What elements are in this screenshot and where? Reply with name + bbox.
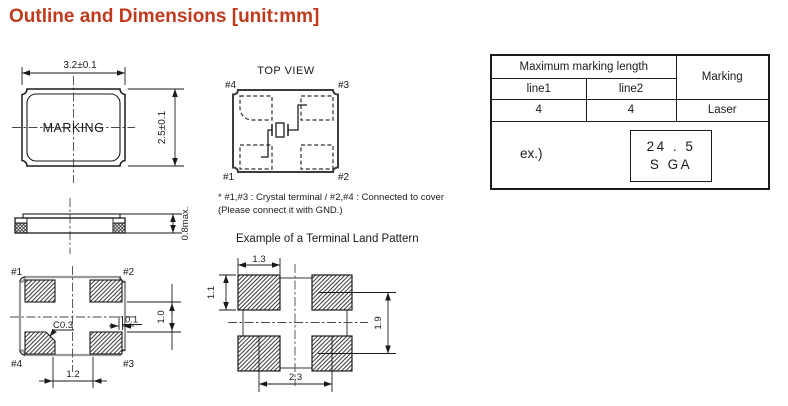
marking-example-line1: 24 . 5: [646, 138, 696, 154]
pin-label: #1: [11, 267, 23, 278]
pin-label: #4: [11, 359, 23, 370]
dim-height: [128, 89, 184, 166]
pin-label: #4: [225, 80, 237, 91]
pin-label: #3: [123, 359, 135, 370]
dim-pad-height: [206, 275, 236, 310]
bottom-view-drawing: [8, 258, 200, 406]
marking-example-row: [492, 122, 768, 188]
land-pattern-drawing: [200, 252, 450, 406]
table-value-line2: 4: [586, 99, 676, 121]
dim-edge-gap-label: 0.1: [125, 314, 139, 326]
terminal-note-line1: * #1,#3 : Crystal terminal / #2,#4 : Connected to cover: [218, 192, 445, 203]
dim-width-label: 3.2±0.1: [63, 60, 97, 71]
pin-label: #3: [338, 80, 350, 91]
top-view-drawing: [195, 58, 387, 190]
dim-pad-height-label: 1.1: [206, 285, 217, 300]
table-header-marking: Marking: [676, 55, 769, 99]
dim-pitch-v-label: 1.9: [373, 316, 384, 330]
dim-thickness-label: 0.8max.: [180, 206, 191, 241]
table-value-line1: 4: [491, 99, 586, 121]
table-value-marking: Laser: [676, 99, 769, 121]
land-pattern-title: Example of a Terminal Land Pattern: [236, 233, 419, 245]
pin-label: #1: [223, 172, 235, 183]
marking-example-line2: S GA: [649, 156, 693, 172]
example-label: ex.): [520, 145, 543, 161]
dim-chamfer-label: C0.3: [53, 320, 74, 331]
dim-pad-gap-h-label: 1.2: [66, 369, 80, 380]
marking-table: [490, 54, 770, 190]
table-header-line2: line2: [586, 78, 676, 99]
front-view-drawing: [10, 54, 202, 188]
terminal-note: [218, 192, 463, 217]
dim-pad-width-label: 1.3: [252, 254, 266, 265]
dim-height-label: 2.5±0.1: [157, 110, 168, 145]
marking-text: MARKING: [42, 121, 105, 135]
marking-example-box: [630, 130, 712, 182]
dim-thickness: [120, 207, 191, 241]
pin-label: #2: [338, 172, 350, 183]
table-header-max-length: Maximum marking length: [491, 55, 676, 78]
pin-label: #2: [123, 267, 135, 278]
crystal-symbol: [261, 105, 307, 157]
dim-pad-width: [238, 254, 280, 274]
package-outline: [233, 90, 338, 172]
page-title: Outline and Dimensions [unit:mm]: [9, 6, 320, 27]
terminal-note-line2: (Please connect it with GND.): [218, 204, 343, 216]
side-view-drawing: [10, 194, 202, 258]
dim-pad-gap-v-label: 1.0: [156, 310, 167, 324]
dim-chamfer: [50, 320, 75, 337]
table-header-line1: line1: [491, 78, 586, 99]
dim-pad-gap-h: [39, 357, 107, 388]
top-view-title: TOP VIEW: [257, 65, 315, 77]
dim-pitch-h-label: 2.3: [288, 372, 303, 383]
hidden-pads: [240, 96, 333, 169]
